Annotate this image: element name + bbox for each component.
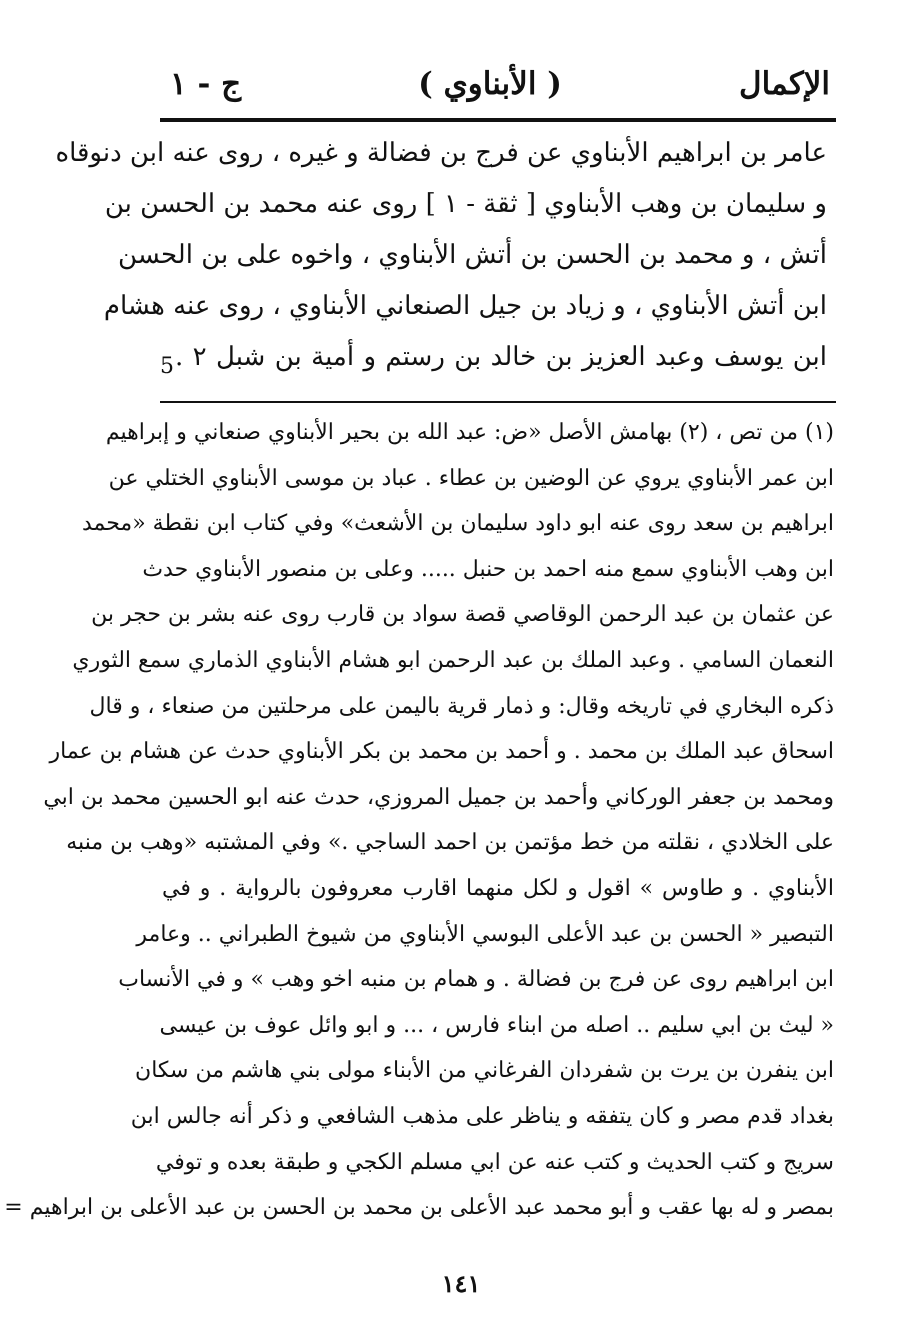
footnote-line: اسحاق عبد الملك بن محمد . و أحمد بن محمد بن بكر الأبناوي حدث عن هشام بن عمار: [49, 739, 834, 765]
footnote-divider: [160, 401, 836, 403]
section-title: ( الأبناوي ): [418, 66, 562, 102]
page-number: ١٤١: [441, 1269, 481, 1298]
volume-label: ج - ١: [170, 66, 242, 102]
footnote-line: الأبناوي . و طاوس » اقول و لكل منهما اقارب معروفون بالرواية . و في: [162, 875, 834, 901]
main-text-block: [55, 128, 827, 383]
footnote-line: (١) من تص ، (٢) بهامش الأصل «ض: عبد الله بن بحير الأبناوي صنعاني و إبراهيم: [105, 420, 834, 445]
footnote-line: بغداد قدم مصر و كان يتفقه و يناظر على مذهب الشافعي و ذكر أنه جالس ابن: [130, 1103, 834, 1129]
footnote-line: « ليث بن ابي سليم .. اصله من ابناء فارس ، ... و ابو وائل عوف بن عيسى: [159, 1012, 834, 1038]
book-title: الإكمال: [739, 66, 830, 102]
footnote-line: التبصير « الحسن بن عبد الأعلى البوسي الأبناوي من شيوخ الطبراني .. وعامر: [136, 921, 834, 947]
main-text-line: و سليمان بن وهب الأبناوي [ ثقة - ١ ] روى عنه محمد بن الحسن بن: [104, 189, 827, 219]
footnote-line: ومحمد بن جعفر الوركاني وأحمد بن جميل المروزي، حدث عنه ابو الحسين محمد بن ابي: [43, 784, 834, 810]
footnotes-block: [4, 410, 834, 1231]
footnote-line: ابن عمر الأبناوي يروي عن الوضين بن عطاء . عباد بن موسى الأبناوي الختلي عن: [108, 465, 834, 491]
main-text-line: عامر بن ابراهيم الأبناوي عن فرج بن فضالة و غيره ، روى عنه ابن دنوقاه: [55, 138, 827, 168]
main-text-line: ابن يوسف وعبد العزيز بن خالد بن رستم و أمية بن شبل ٢ .: [175, 342, 827, 372]
footnote-line: ذكره البخاري في تاريخه وقال: و ذمار قرية باليمن على مرحلتين من صنعاء ، و قال: [89, 693, 834, 719]
line-number-marker: 5: [160, 354, 174, 379]
running-header: [150, 62, 830, 112]
footnote-line: ابراهيم بن سعد روى عنه ابو داود سليمان بن الأشعث» وفي كتاب ابن نقطة «محمد: [81, 511, 834, 537]
footnote-line: النعمان السامي . وعبد الملك بن عبد الرحمن ابو هشام الأبناوي الذماري سمع الثوري: [72, 647, 834, 673]
main-text-line: أتش ، و محمد بن الحسن بن أتش الأبناوي ، واخوه على بن الحسن: [118, 240, 827, 270]
footnote-line: بمصر و له بها عقب و أبو محمد عبد الأعلى بن محمد بن الحسن بن عبد الأعلى بن ابراهيم =: [4, 1195, 834, 1221]
footnote-line: سريج و كتب الحديث و كتب عنه عن ابي مسلم الكجي و طبقة بعده و توفي: [155, 1149, 834, 1175]
footnote-line: على الخلادي ، نقلته من خط مؤتمن بن احمد الساجي .» وفي المشتبه «وهب بن منبه: [66, 830, 834, 856]
footnote-line: ابن وهب الأبناوي سمع منه احمد بن حنبل ..... وعلى بن منصور الأبناوي حدث: [142, 556, 834, 582]
footnote-line: عن عثمان بن عبد الرحمن الوقاصي قصة سواد بن قارب روى عنه بشر بن حجر بن: [91, 602, 834, 628]
header-divider: [160, 118, 836, 122]
footnote-line: ابن ابراهيم روى عن فرج بن فضالة . و همام بن منبه اخو وهب » و في الأنساب: [118, 967, 834, 993]
main-text-line: ابن أتش الأبناوي ، و زياد بن جيل الصنعاني الأبناوي ، روى عنه هشام: [103, 291, 827, 321]
footnote-line: ابن ينفرن بن يرت بن شفردان الفرغاني من الأبناء مولى بني هاشم من سكان: [135, 1058, 834, 1084]
